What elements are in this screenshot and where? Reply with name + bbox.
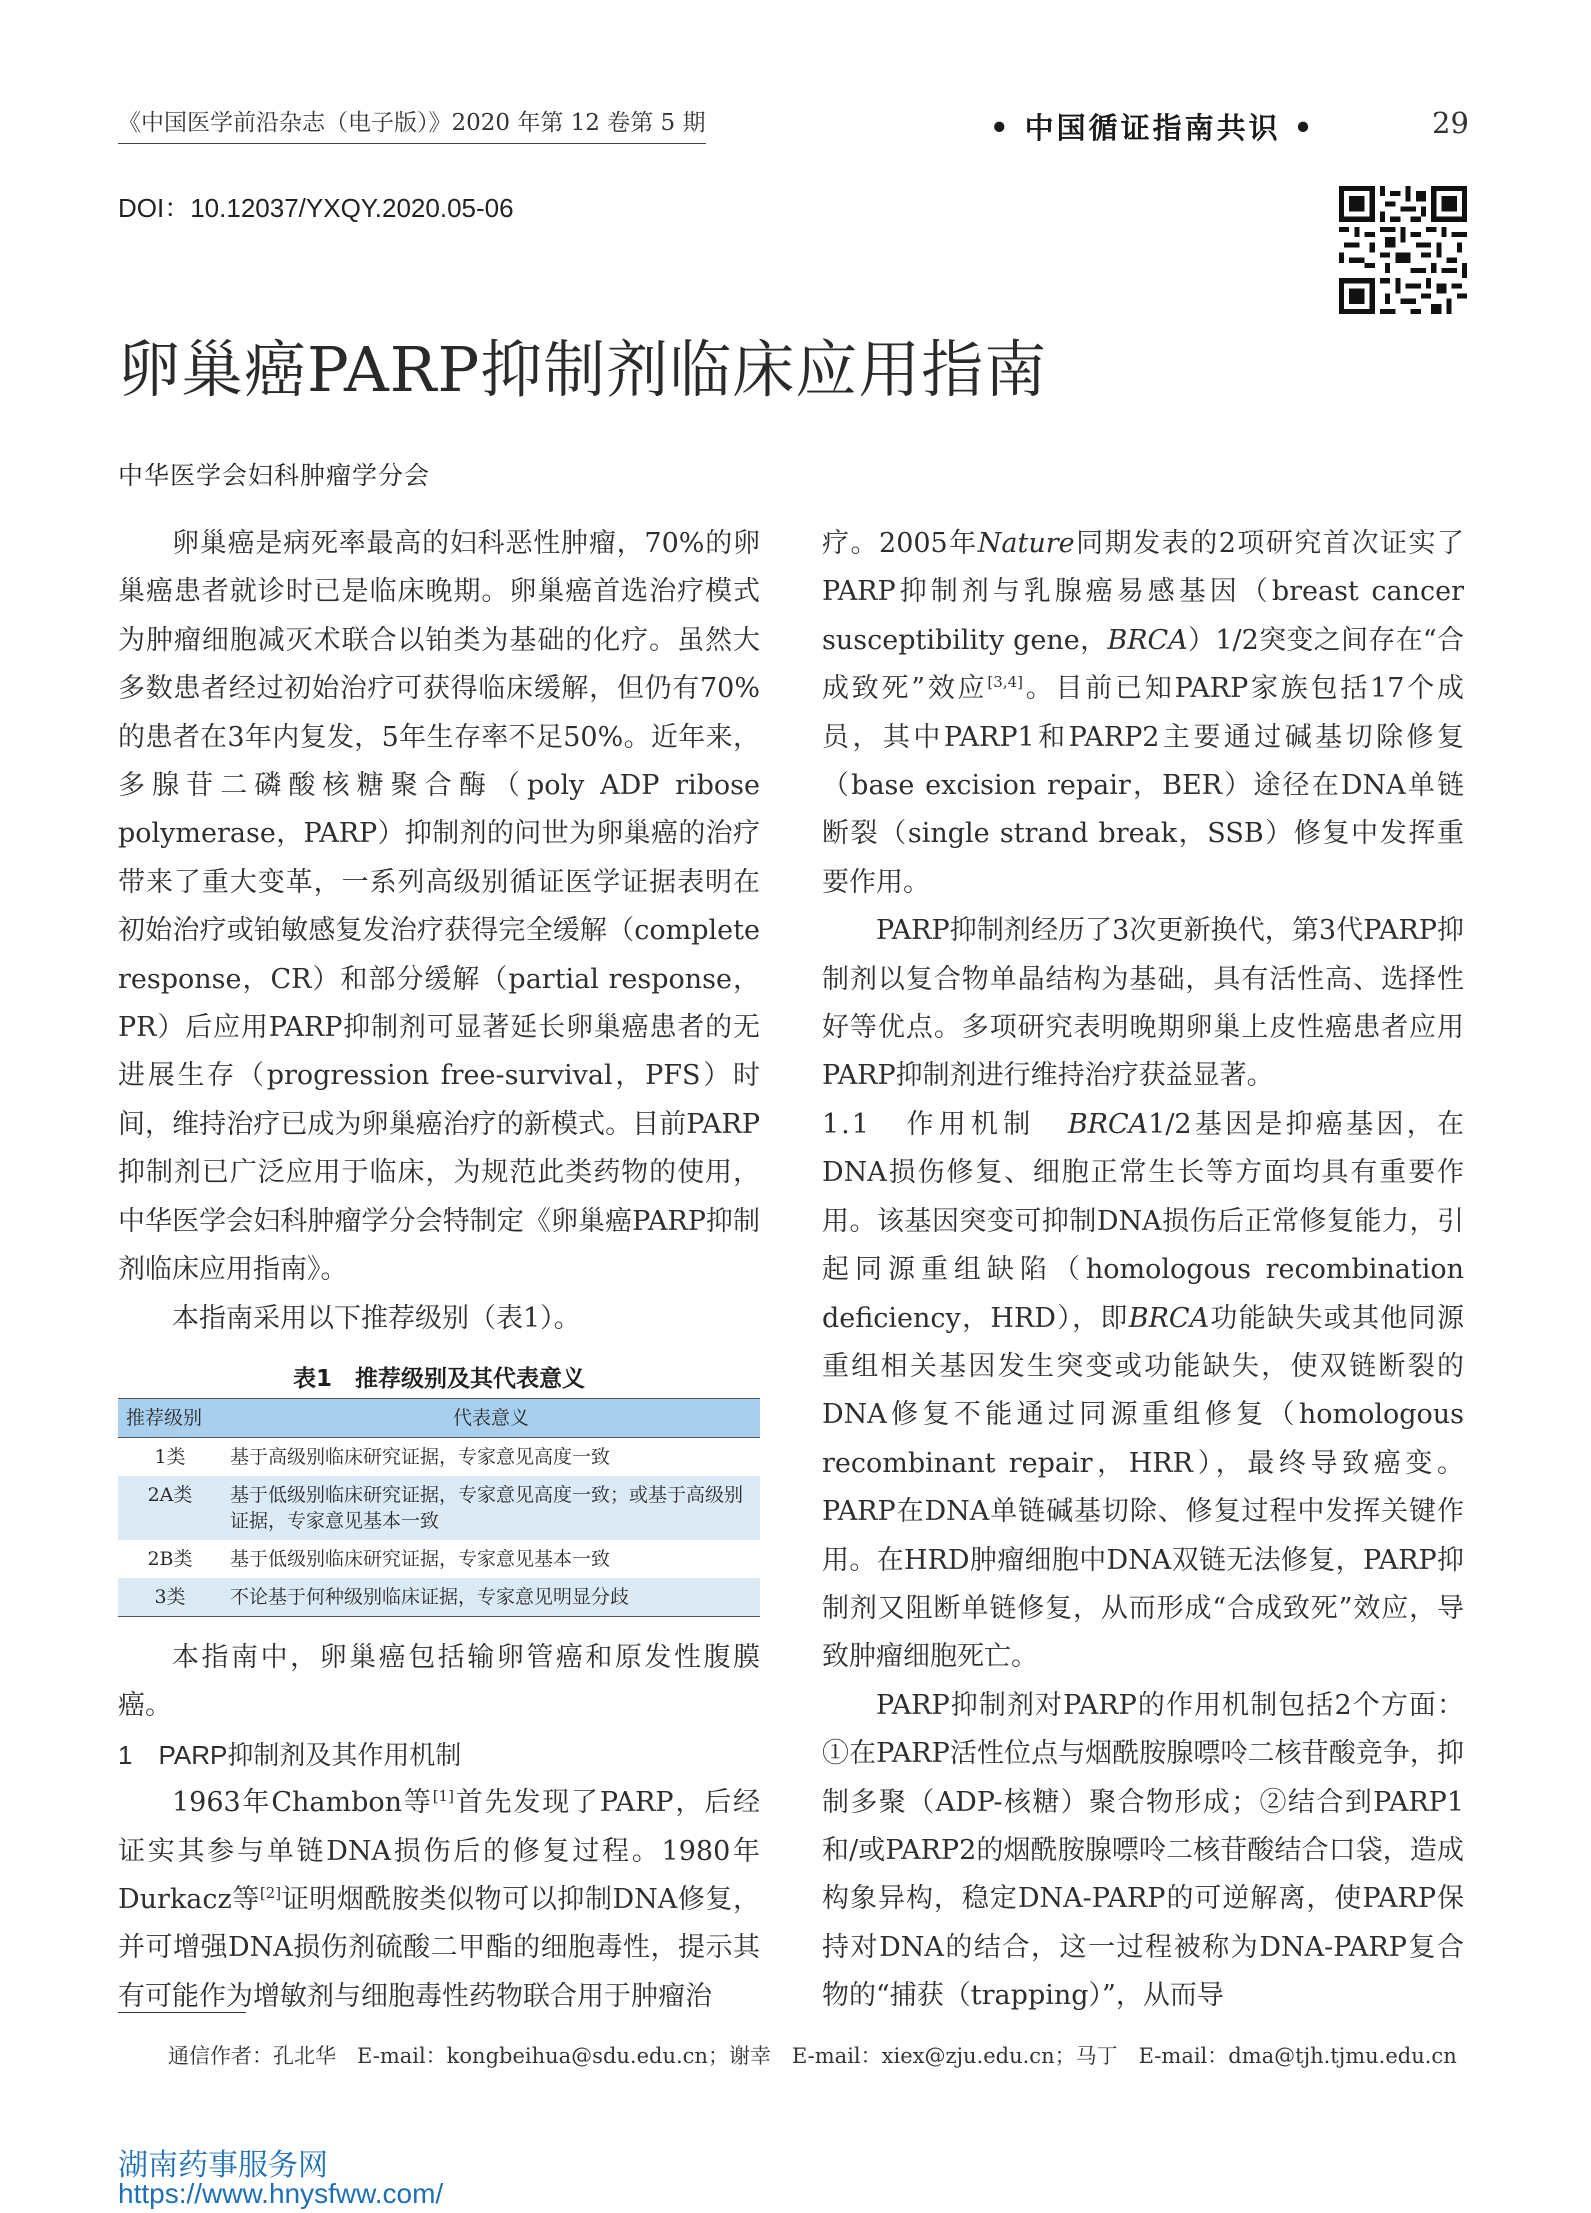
table-cell-level: 2B类 bbox=[147, 1548, 193, 1570]
left-column-lower bbox=[118, 1634, 760, 2021]
doi: DOI：10.12037/YXQY.2020.05-06 bbox=[118, 193, 514, 223]
table-caption: 表1 推荐级别及其代表意义 bbox=[292, 1366, 585, 1392]
history-paragraph: 1963年Chambon等[1]首先发现了PARP，后经证实其参与单链DNA损伤后的修复过程。1980年Durkacz等[2]证明烟酰胺类似物可以抑制DNA修复，并可增强DNA损伤剂硫酸二甲酯的细胞毒性，提示其有可能作为增敏剂与细胞毒性药物联合用于肿瘤治 bbox=[118, 1787, 761, 2012]
table-cell-level: 2A类 bbox=[118, 1476, 222, 1540]
journal-header: 《中国医学前沿杂志（电子版）》2020 年第 12 卷第 5 期 bbox=[118, 104, 706, 144]
recommendation-table bbox=[118, 1398, 760, 1617]
author-org: 中华医学会妇科肿瘤学分会 bbox=[118, 461, 431, 490]
column-label: • 中国循证指南共识 • bbox=[990, 111, 1316, 145]
citation-ref: [2] bbox=[259, 1884, 282, 1903]
correspondence-footnote: 通信作者：孔北华 E-mail：kongbeihua@sdu.edu.cn；谢幸 E-mail：xiex@zju.edu.cn；马丁 E-mail：dma@tjh.tjmu.edu.cn bbox=[168, 2044, 1457, 2068]
table-header-row bbox=[118, 1399, 760, 1438]
article-title: 卵巢癌PARP抑制剂临床应用指南 bbox=[118, 333, 1048, 406]
right-column bbox=[822, 520, 1464, 2021]
citation-ref: [1] bbox=[432, 1787, 454, 1806]
subsection-heading-1-1: 1.1 作用机制 bbox=[822, 1108, 1068, 1140]
citation-ref: [3,4] bbox=[987, 673, 1023, 692]
table-intro-paragraph: 本指南采用以下推荐级别（表1）。 bbox=[172, 1302, 581, 1334]
qr-code-icon bbox=[1339, 186, 1467, 314]
page-number: 29 bbox=[1432, 106, 1469, 140]
left-column-upper bbox=[118, 520, 760, 1343]
table-cell-meaning: 不论基于何种级别临床证据，专家意见明显分歧 bbox=[222, 1578, 760, 1617]
table-cell-level: 3类 bbox=[118, 1578, 222, 1617]
table-header-cell: 代表意义 bbox=[222, 1399, 760, 1438]
action-paragraph: PARP抑制剂对PARP的作用机制包括2个方面：①在PARP活性位点与烟酰胺腺嘌呤二核苷酸竞争，抑制多聚（ADP-核糖）聚合物形成；②结合到PARP1和/或PARP2的烟酰胺腺嘌呤二核苷酸结合口袋，造成构象异构，稳定DNA-PARP的可逆解离，使PARP保持对DNA的结合，这一过程被称为DNA-PARP复合物的“捕获（trapping）”，从而导 bbox=[822, 1689, 1464, 2012]
generation-paragraph: PARP抑制剂经历了3次更新换代，第3代PARP抑制剂以复合物单晶结构为基础，具有活性高、选择性好等优点。多项研究表明晚期卵巢上皮性癌患者应用PARP抑制剂进行维持治疗获益显著。 bbox=[822, 915, 1464, 1092]
mechanism-paragraph: 1.1 作用机制 BRCA1/2基因是抑癌基因，在DNA损伤修复、细胞正常生长等方面均具有重要作用。该基因突变可抑制DNA损伤后正常修复能力，引起同源重组缺陷（homologous recombination deficiency，HRD），即BRCA功能缺失或其他同源重组相关基因发生突变或功能缺失，使双链断裂的DNA修复不能通过同源重组修复（homologous recombinant repair，HRR），最终导致癌变。PARP在DNA单链碱基切除、修复过程中发挥关键作用。在HRD肿瘤细胞中DNA双链无法修复，PARP抑制剂又阻断单链修复，从而形成“合成致死”效应，导致肿瘤细胞死亡。 bbox=[822, 1108, 1465, 1673]
table-row bbox=[118, 1578, 760, 1617]
table-row bbox=[118, 1438, 760, 1477]
table-cell-meaning: 基于低级别临床研究证据，专家意见高度一致；或基于高级别证据，专家意见基本一致 bbox=[222, 1476, 760, 1540]
continued-paragraph: 疗。2005年Nature同期发表的2项研究首次证实了PARP抑制剂与乳腺癌易感基因（breast cancer susceptibility gene，BRCA）1/2突变之间存在“合成致死”效应[3,4]。目前已知PARP家族包括17个成员，其中PARP1和PARP2主要通过碱基切除修复（base excision repair，BER）途径在DNA单链断裂（single strand break，SSB）修复中发挥重要作用。 bbox=[822, 528, 1464, 898]
table-cell-level: 1类 bbox=[154, 1446, 186, 1468]
intro-paragraph: 卵巢癌是病死率最高的妇科恶性肿瘤，70%的卵巢癌患者就诊时已是临床晚期。卵巢癌首选治疗模式为肿瘤细胞减灭术联合以铂类为基础的化疗。虽然大多数患者经过初始治疗可获得临床缓解，但仍有70%的患者在3年内复发，5年生存率不足50%。近年来，多腺苷二磷酸核糖聚合酶（poly ADP ribose polymerase，PARP）抑制剂的问世为卵巢癌的治疗带来了重大变革，一系列高级别循证医学证据表明在初始治疗或铂敏感复发治疗获得完全缓解（complete response，CR）和部分缓解（partial response，PR）后应用PARP抑制剂可显著延长卵巢癌患者的无进展生存（progression free-survival，PFS）时间，维持治疗已成为卵巢癌治疗的新模式。目前PARP抑制剂已广泛应用于临床，为规范此类药物的使用，中华医学会妇科肿瘤学分会特制定《卵巢癌PARP抑制剂临床应用指南》。 bbox=[118, 528, 760, 1286]
table-row bbox=[118, 1476, 760, 1540]
watermark-url-link[interactable]: https://www.hnysfww.com/ bbox=[118, 2178, 444, 2209]
scope-paragraph: 本指南中，卵巢癌包括输卵管癌和原发性腹膜癌。 bbox=[118, 1642, 760, 1722]
footnote-divider bbox=[118, 2012, 246, 2013]
table-cell-meaning: 基于高级别临床研究证据，专家意见高度一致 bbox=[230, 1446, 611, 1468]
section-heading-1: 1 PARP抑制剂及其作用机制 bbox=[118, 1739, 462, 1770]
table-header-cell: 推荐级别 bbox=[118, 1399, 222, 1438]
table-row bbox=[118, 1540, 760, 1578]
table-cell-meaning: 基于低级别临床研究证据，专家意见基本一致 bbox=[230, 1548, 611, 1570]
watermark-site-name: 湖南药事服务网 bbox=[118, 2148, 328, 2183]
